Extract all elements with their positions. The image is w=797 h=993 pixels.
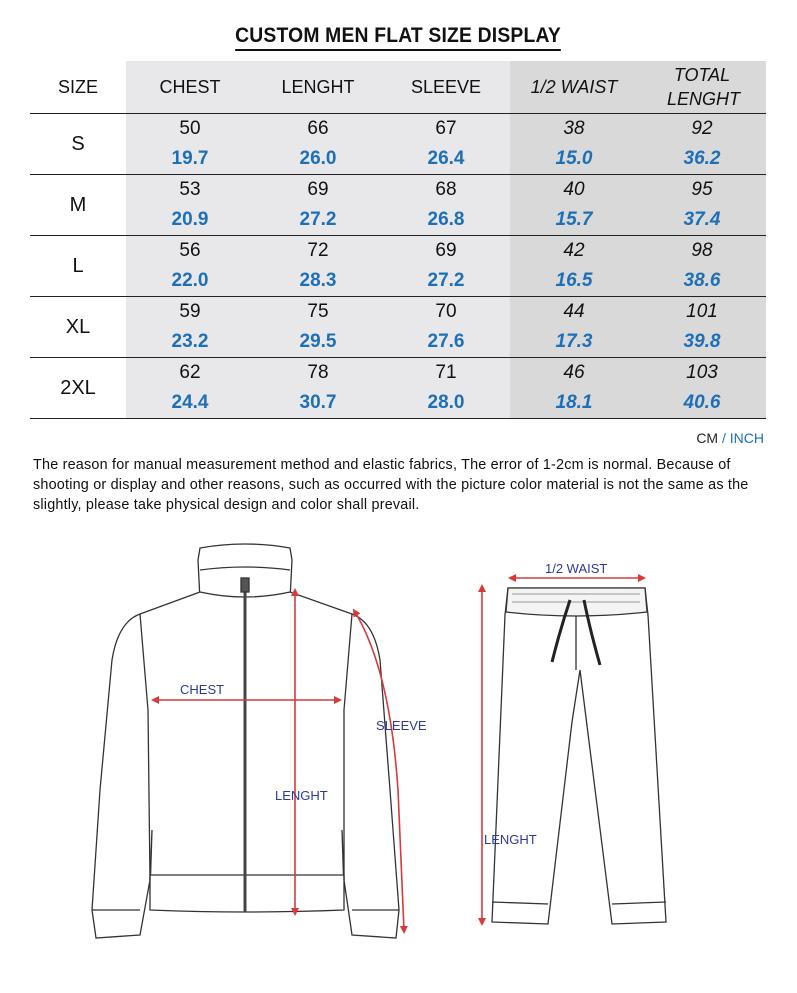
header-sleeve: SLEEVE <box>382 61 510 114</box>
half-waist-cm-cell: 46 <box>510 358 638 389</box>
table-row-cm <box>30 236 766 267</box>
sleeve-inch-cell: 27.2 <box>382 266 510 297</box>
table-row-inch <box>30 205 766 236</box>
header-total-length-text: TOTAL LENGHT <box>667 65 741 109</box>
total-length-inch-cell: 38.6 <box>638 266 766 297</box>
table-row-cm <box>30 114 766 145</box>
half-waist-cm-cell: 40 <box>510 175 638 206</box>
size-cell: 2XL <box>30 358 126 419</box>
total-length-inch-cell: 36.2 <box>638 144 766 175</box>
sleeve-cm-cell: 67 <box>382 114 510 145</box>
pants-length-label: LENGHT <box>484 832 537 847</box>
size-table <box>30 61 766 419</box>
measurement-note: The reason for manual measurement method and elastic fabrics, The error of 1-2cm is normal. Because of shooting or display and other reasons, such as occurred with the picture color material is not the same as the slightly, please take physical design and color shall prevail. <box>33 457 749 513</box>
header-total-length <box>638 61 766 114</box>
unit-inch: INCH <box>729 430 764 446</box>
total-length-cm-cell: 98 <box>638 236 766 267</box>
size-cell: M <box>30 175 126 236</box>
table-row-inch <box>30 327 766 358</box>
unit-separator: / <box>721 430 726 446</box>
size-cell: S <box>30 114 126 175</box>
sleeve-label: SLEEVE <box>376 718 427 733</box>
length-inch-cell: 26.0 <box>254 144 382 175</box>
length-inch-cell: 29.5 <box>254 327 382 358</box>
sleeve-cm-cell: 71 <box>382 358 510 389</box>
page-title: CUSTOM MEN FLAT SIZE DISPLAY <box>0 24 797 51</box>
jacket-hem <box>150 875 344 912</box>
length-cm-cell: 72 <box>254 236 382 267</box>
size-cell: XL <box>30 297 126 358</box>
chest-inch-cell: 24.4 <box>126 388 254 419</box>
length-inch-cell: 28.3 <box>254 266 382 297</box>
chest-label: CHEST <box>180 682 225 697</box>
chest-inch-cell: 19.7 <box>126 144 254 175</box>
zipper-pull-icon <box>241 578 249 592</box>
total-length-cm-cell: 92 <box>638 114 766 145</box>
length-cm-cell: 78 <box>254 358 382 389</box>
half-waist-cm-cell: 44 <box>510 297 638 328</box>
table-row-inch <box>30 388 766 419</box>
header-chest: CHEST <box>126 61 254 114</box>
length-inch-cell: 27.2 <box>254 205 382 236</box>
table-row-cm <box>30 358 766 389</box>
length-inch-cell: 30.7 <box>254 388 382 419</box>
total-length-cm-cell: 95 <box>638 175 766 206</box>
total-length-inch-cell: 39.8 <box>638 327 766 358</box>
chest-cm-cell: 53 <box>126 175 254 206</box>
half-waist-inch-cell: 15.7 <box>510 205 638 236</box>
jacket-length-label: LENGHT <box>275 788 328 803</box>
total-length-cm-cell: 101 <box>638 297 766 328</box>
sleeve-cm-cell: 69 <box>382 236 510 267</box>
table-row-cm <box>30 175 766 206</box>
total-length-cm-cell: 103 <box>638 358 766 389</box>
table-header-row <box>30 61 766 114</box>
half-waist-inch-cell: 17.3 <box>510 327 638 358</box>
total-length-inch-cell: 37.4 <box>638 205 766 236</box>
total-length-inch-cell: 40.6 <box>638 388 766 419</box>
half-waist-cm-cell: 38 <box>510 114 638 145</box>
chest-inch-cell: 23.2 <box>126 327 254 358</box>
size-cell: L <box>30 236 126 297</box>
length-cm-cell: 75 <box>254 297 382 328</box>
half-waist-cm-cell: 42 <box>510 236 638 267</box>
sleeve-inch-cell: 26.4 <box>382 144 510 175</box>
pants-illustration <box>492 588 666 924</box>
unit-cm: CM <box>696 430 719 446</box>
chest-cm-cell: 56 <box>126 236 254 267</box>
table-row-inch <box>30 144 766 175</box>
length-cm-cell: 69 <box>254 175 382 206</box>
sleeve-cm-cell: 68 <box>382 175 510 206</box>
half-waist-inch-cell: 15.0 <box>510 144 638 175</box>
table-row-cm <box>30 297 766 328</box>
pants-body <box>492 588 666 924</box>
length-cm-cell: 66 <box>254 114 382 145</box>
table-row-inch <box>30 266 766 297</box>
chest-cm-cell: 62 <box>126 358 254 389</box>
sleeve-inch-cell: 28.0 <box>382 388 510 419</box>
sleeve-inch-cell: 27.6 <box>382 327 510 358</box>
chest-cm-cell: 59 <box>126 297 254 328</box>
chest-cm-cell: 50 <box>126 114 254 145</box>
garment-diagram <box>0 530 797 993</box>
chest-inch-cell: 22.0 <box>126 266 254 297</box>
header-length: LENGHT <box>254 61 382 114</box>
half-waist-inch-cell: 16.5 <box>510 266 638 297</box>
half-waist-inch-cell: 18.1 <box>510 388 638 419</box>
jacket-illustration <box>92 544 399 938</box>
chest-inch-cell: 20.9 <box>126 205 254 236</box>
units-legend <box>696 430 764 446</box>
sleeve-inch-cell: 26.8 <box>382 205 510 236</box>
header-half-waist: 1/2 WAIST <box>510 61 638 114</box>
waist-label: 1/2 WAIST <box>545 561 608 576</box>
header-size: SIZE <box>30 61 126 114</box>
sleeve-cm-cell: 70 <box>382 297 510 328</box>
